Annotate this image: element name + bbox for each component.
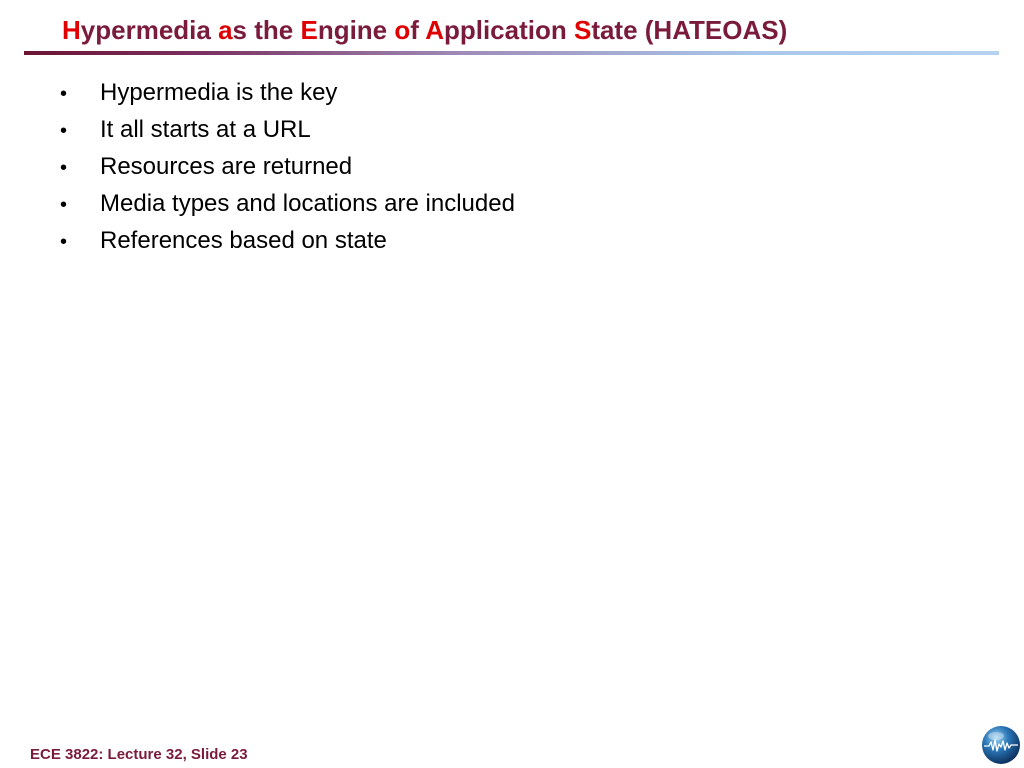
title-divider — [24, 51, 999, 55]
title-word-ngine: ngine — [317, 15, 395, 45]
title-initial-h: H — [62, 15, 81, 45]
bullet-dot: • — [60, 194, 68, 216]
title-word-f: f — [410, 15, 426, 45]
bullet-dot: • — [60, 120, 68, 142]
bullet-dot: • — [60, 157, 68, 179]
bullet-text: Resources are returned — [100, 153, 353, 180]
title-word-tate-hateoas: tate (HATEOAS) — [591, 15, 788, 45]
bullet-text: Media types and locations are included — [100, 190, 515, 217]
globe-logo-icon — [980, 724, 1022, 766]
title-initial-a2: A — [425, 15, 444, 45]
bullet-dot: • — [60, 231, 68, 253]
slide-footer: ECE 3822: Lecture 32, Slide 23 — [30, 746, 248, 763]
bullet-text: Hypermedia is the key — [100, 79, 338, 106]
bullet-list — [60, 74, 515, 259]
bullet-item — [60, 185, 515, 222]
title-word-s-the: s the — [232, 15, 301, 45]
bullet-item — [60, 148, 515, 185]
title-word-ypermedia: ypermedia — [80, 15, 219, 45]
bullet-dot: • — [60, 83, 68, 105]
title-initial-e: E — [300, 15, 318, 45]
bullet-item — [60, 222, 515, 259]
title-initial-o: o — [394, 15, 411, 45]
title-initial-s: S — [573, 15, 592, 45]
bullet-item — [60, 74, 515, 111]
title-word-pplication: pplication — [443, 15, 574, 45]
bullet-text: References based on state — [100, 227, 387, 254]
title-initial-a: a — [218, 15, 233, 45]
bullet-item — [60, 111, 515, 148]
slide-title — [62, 10, 787, 50]
bullet-text: It all starts at a URL — [100, 116, 311, 143]
